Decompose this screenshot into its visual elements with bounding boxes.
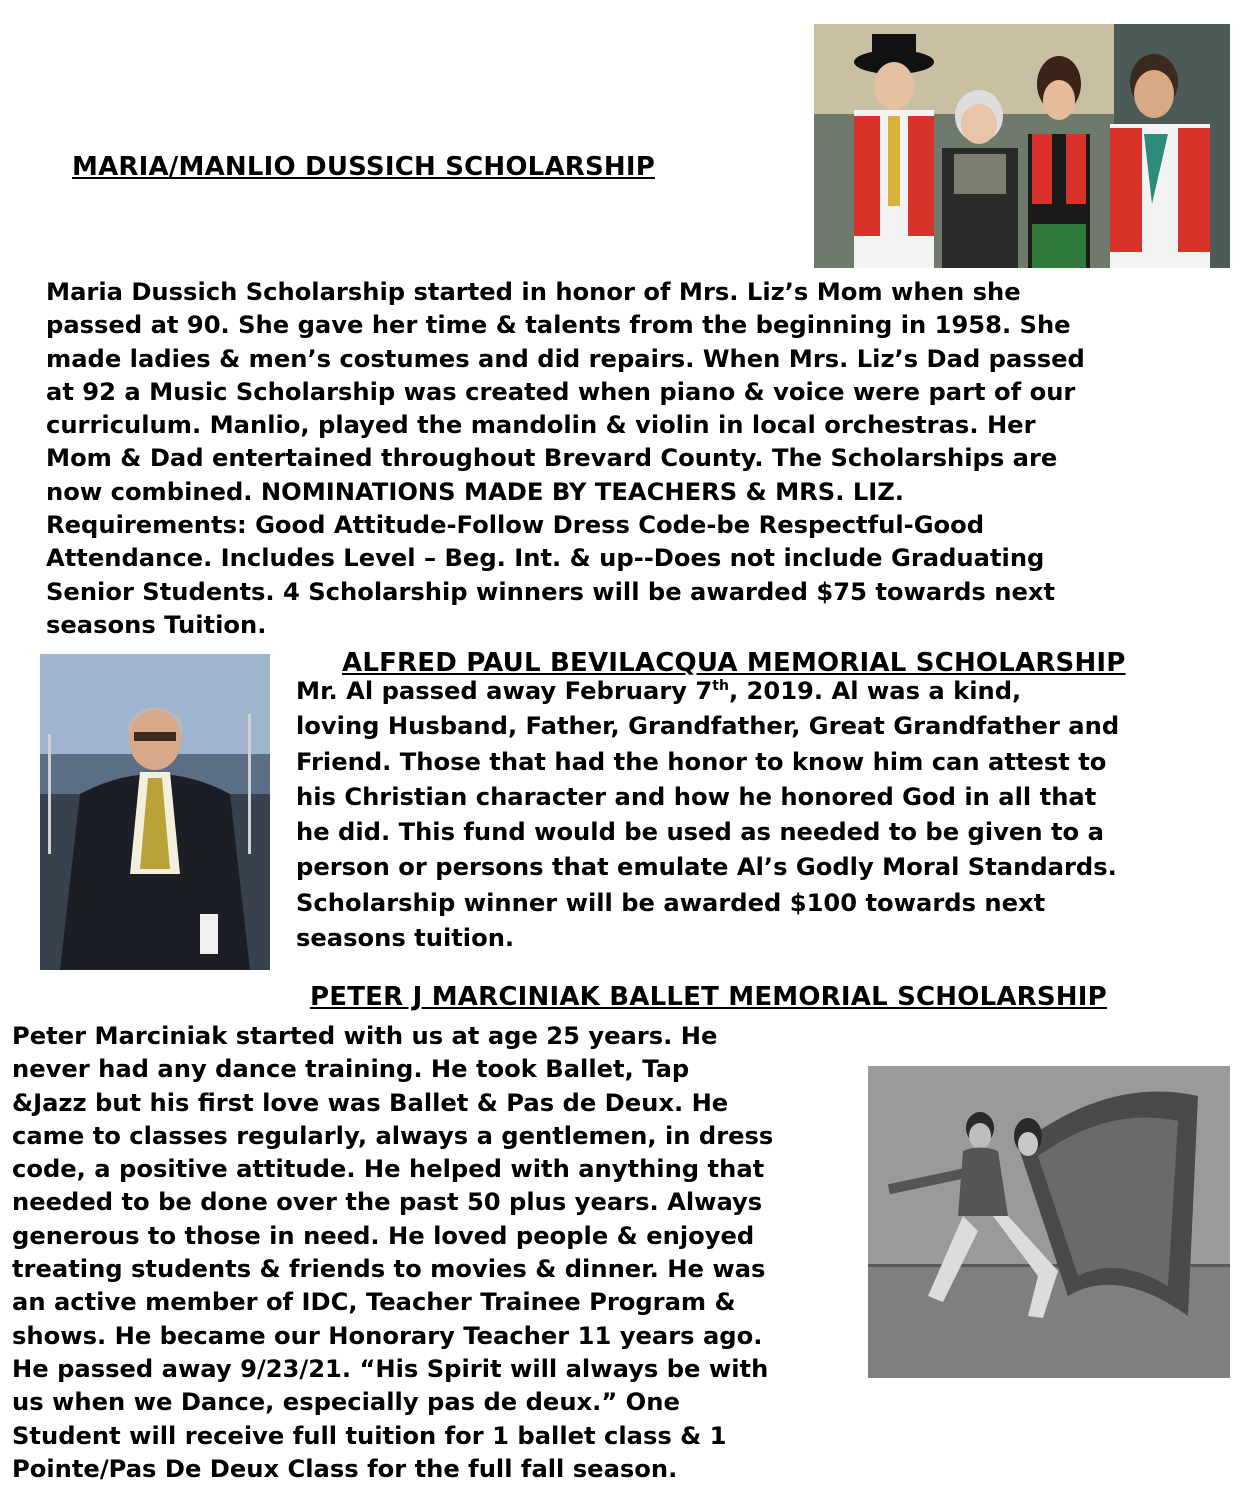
body-line: person or persons that emulate Al’s Godly Moral Standards. (296, 853, 1117, 882)
body-line: seasons tuition. (296, 924, 515, 953)
maria-manlio-heading: MARIA/MANLIO DUSSICH SCHOLARSHIP (72, 152, 655, 182)
body-line: He passed away 9/23/21. “His Spirit will always be with (12, 1354, 769, 1383)
body-line: Friend. Those that had the honor to know him can attest to (296, 747, 1107, 776)
body-line (296, 674, 1119, 709)
body-line: Student will receive full tuition for 1 ballet class & 1 (12, 1421, 727, 1450)
body-line: &Jazz but his first love was Ballet & Pas de Deux. He (12, 1088, 729, 1117)
bevilacqua-body (296, 674, 1119, 956)
body-line-start: Mr. Al passed away February 7 (296, 677, 713, 705)
body-line: Senior Students. 4 Scholarship winners will be awarded $75 towards next (46, 577, 1056, 606)
body-line: passed at 90. She gave her time & talents from the beginning in 1958. She (46, 311, 1071, 340)
body-line: seasons Tuition. (46, 610, 267, 639)
body-line: Mom & Dad entertained throughout Brevard County. The Scholarships are (46, 444, 1058, 473)
body-line: Pointe/Pas De Deux Class for the full fall season. (12, 1454, 678, 1483)
man-in-suit-photo (40, 654, 270, 970)
body-line: Attendance. Includes Level – Beg. Int. & up--Does not include Graduating (46, 544, 1045, 573)
body-line: curriculum. Manlio, played the mandolin & violin in local orchestras. Her (46, 411, 1036, 440)
bevilacqua-heading: ALFRED PAUL BEVILACQUA MEMORIAL SCHOLARSHIP (342, 648, 1126, 678)
body-line: treating students & friends to movies & dinner. He was (12, 1255, 766, 1284)
body-line: Maria Dussich Scholarship started in honor of Mrs. Liz’s Mom when she (46, 278, 1021, 306)
body-line: his Christian character and how he honored God in all that (296, 782, 1097, 811)
body-line: now combined. NOMINATIONS MADE BY TEACHERS & MRS. LIZ. (46, 477, 904, 506)
body-line: code, a positive attitude. He helped with anything that (12, 1155, 765, 1184)
body-line: never had any dance training. He took Ballet, Tap (12, 1055, 690, 1084)
body-line: us when we Dance, especially pas de deux.” One (12, 1388, 680, 1417)
body-line: Peter Marciniak started with us at age 25 years. He (12, 1022, 718, 1050)
body-line: shows. He became our Honorary Teacher 11 years ago. (12, 1321, 763, 1350)
date-suffix: th (712, 677, 729, 694)
body-line: Requirements: Good Attitude-Follow Dress Code-be Respectful-Good (46, 511, 985, 540)
body-line: he did. This fund would be used as needed to be given to a (296, 818, 1104, 847)
marciniak-body (12, 1020, 773, 1486)
body-line: made ladies & men’s costumes and did repairs. When Mrs. Liz’s Dad passed (46, 344, 1085, 373)
body-line-end: , 2019. Al was a kind, (728, 677, 1022, 705)
ballet-duo-photo (868, 1066, 1230, 1378)
body-line: came to classes regularly, always a gentlemen, in dress (12, 1121, 774, 1150)
body-line: at 92 a Music Scholarship was created when piano & voice were part of our (46, 377, 1076, 406)
maria-manlio-body (46, 276, 1085, 642)
marciniak-heading: PETER J MARCINIAK BALLET MEMORIAL SCHOLARSHIP (310, 982, 1107, 1012)
body-line: generous to those in need. He loved people & enjoyed (12, 1221, 755, 1250)
body-line: loving Husband, Father, Grandfather, Great Grandfather and (296, 712, 1120, 741)
family-costume-photo (814, 24, 1230, 268)
body-line: Scholarship winner will be awarded $100 towards next (296, 888, 1046, 917)
body-line: an active member of IDC, Teacher Trainee Program & (12, 1288, 736, 1317)
body-line: needed to be done over the past 50 plus years. Always (12, 1188, 763, 1217)
